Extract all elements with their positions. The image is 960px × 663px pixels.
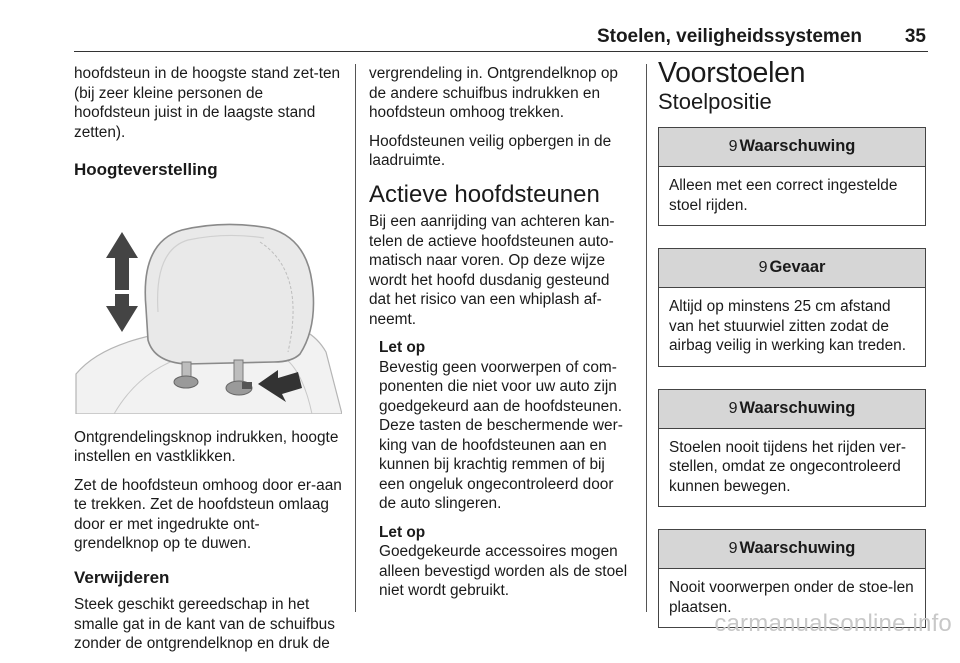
- column-2: [369, 64, 634, 610]
- intro-paragraph: hoofdsteun in de hoogste stand zet-ten (bij zeer kleine personen de hoofdsteun juist in de laagste stand zetten).: [74, 65, 341, 141]
- column-3: [658, 57, 926, 650]
- figure-caption: Ontgrendelingsknop indrukken, hoogte instellen en vastklikken.: [74, 428, 339, 465]
- column-divider-2: [646, 64, 647, 612]
- note-2-label: Let op: [379, 523, 426, 541]
- warning-box-2-header: [659, 390, 925, 429]
- headrest-drawing: [74, 202, 342, 414]
- watermark: carmanualsonline.info: [714, 610, 952, 637]
- note-2-text: Goedgekeurde accessoires mogen alleen bevestigd worden als de stoel niet wordt gebruikt.: [379, 543, 628, 599]
- page-header: [74, 0, 928, 52]
- warning-box-3-header: [659, 530, 925, 569]
- warning-box-2-text: Stoelen nooit tijdens het rijden ver-stellen, omdat ze ongecontroleerd kunnen bewegen.: [669, 438, 906, 495]
- danger-box: [658, 248, 926, 367]
- warning-box-3-text: Nooit voorwerpen onder de stoe-len plaatsen.: [669, 579, 914, 616]
- unlock-paragraph: vergrendeling in. Ontgrendelknop op de andere schuifbus indrukken en hoofdsteun omhoog trekken.: [369, 65, 618, 121]
- warning-box-3-title: Waarschuwing: [739, 539, 856, 558]
- warning-box-2-title: Waarschuwing: [739, 398, 856, 417]
- warning-triangle-icon: 9: [758, 259, 768, 277]
- column-divider-1: [355, 64, 356, 612]
- note-2: [369, 523, 634, 601]
- page-number: 35: [904, 26, 926, 47]
- headrest-illustration: [74, 202, 342, 414]
- warning-box-1-text: Alleen met een correct ingestelde stoel rijden.: [669, 177, 898, 214]
- remove-paragraph: Steek geschikt gereedschap in het smalle gat in de kant van de schuifbus zonder de ontgrendelknop en druk de: [74, 596, 335, 652]
- active-paragraph: Bij een aanrijding van achteren kan-telen de actieve hoofdsteunen auto-matisch naar voren. Op deze wijze wordt het hoofd dusdanig gesteund dat het risico van een whiplash af-neemt.: [369, 213, 615, 328]
- warning-box-1-header: [659, 128, 925, 167]
- heading-front-seats: Voorstoelen: [658, 57, 806, 89]
- adjust-paragraph: Zet de hoofdsteun omhoog door er-aan te trekken. Zet de hoofdsteun omlaag door er met ingedrukte ont-grendelknop op te duwen.: [74, 476, 342, 552]
- storage-paragraph: Hoofdsteunen veilig opbergen in de laadruimte.: [369, 132, 612, 169]
- column-1: [74, 64, 342, 663]
- warning-box-2: [658, 389, 926, 508]
- note-1-label: Let op: [379, 339, 426, 356]
- note-1-text: Bevestig geen voorwerpen of com-ponenten die niet voor uw auto zijn goedgekeurd aan de hoofdsteunen. Deze tasten de beschermende wer-king van de hoofdsteunen aan en kunnen bij krachtig remmen of bij een ongeluk ongecontroleerd door de auto slingeren.: [379, 358, 623, 512]
- danger-box-title: Gevaar: [769, 258, 826, 277]
- heading-remove: Verwijderen: [74, 567, 170, 587]
- heading-active-headrests: Actieve hoofdsteunen: [369, 180, 600, 208]
- warning-triangle-icon: 9: [728, 138, 738, 156]
- heading-seat-position: Stoelpositie: [658, 88, 772, 114]
- header-title: Stoelen, veiligheidssystemen: [596, 26, 862, 47]
- danger-box-header: [659, 249, 925, 288]
- note-1: [369, 338, 634, 514]
- heading-height-adjustment: Hoogteverstelling: [74, 160, 218, 179]
- warning-triangle-icon: 9: [728, 399, 738, 417]
- warning-box-1-title: Waarschuwing: [739, 137, 856, 156]
- danger-box-text: Altijd op minstens 25 cm afstand van het stuurwiel zitten zodat de airbag veilig in werking kan treden.: [669, 298, 906, 354]
- warning-box-1: [658, 127, 926, 226]
- warning-triangle-icon: 9: [728, 540, 738, 558]
